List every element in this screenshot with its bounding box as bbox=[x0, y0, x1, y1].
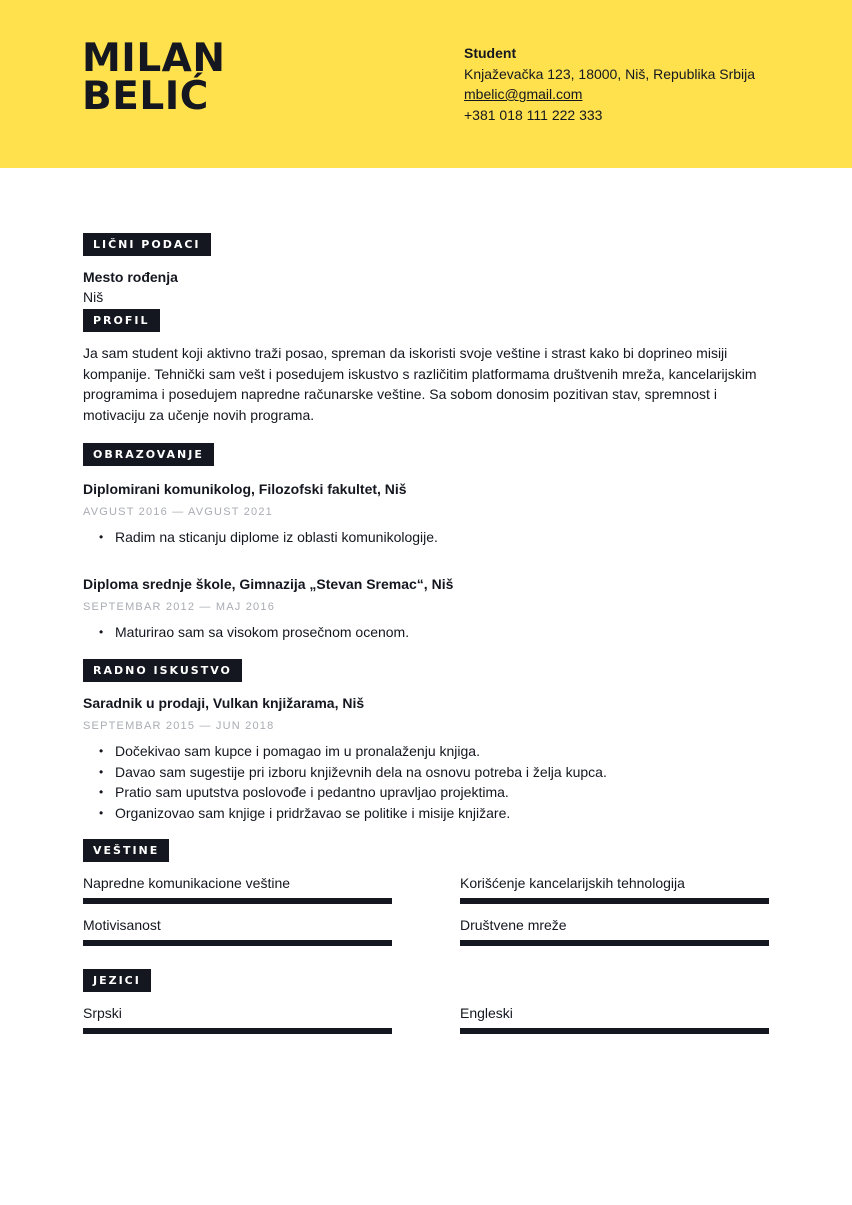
section-tag-languages: JEZICI bbox=[83, 969, 151, 992]
first-name: MILAN bbox=[82, 36, 226, 81]
section-tag-profile: PROFIL bbox=[83, 309, 160, 332]
experience-bullets bbox=[83, 741, 769, 824]
list-item: • Radim na sticanju diplome iz oblasti komunikologije. bbox=[83, 527, 769, 548]
education-heading: Diploma srednje škole, Gimnazija „Stevan Sremac“, Niš bbox=[83, 575, 454, 592]
birthplace-value: Niš bbox=[83, 289, 104, 305]
section-tag-education: OBRAZOVANJE bbox=[83, 443, 214, 466]
section-skills bbox=[83, 839, 769, 949]
skill-level-bar bbox=[83, 940, 392, 946]
skill-name: Korišćenje kancelarijskih tehnologija bbox=[460, 875, 685, 891]
education-bullets bbox=[83, 527, 769, 548]
list-item: • Pratio sam uputstva poslovođe i pedantno upravljao projektima. bbox=[83, 782, 769, 803]
section-education bbox=[83, 443, 769, 642]
education-bullets bbox=[83, 622, 769, 643]
skill-item bbox=[83, 916, 392, 946]
list-item: • Organizovao sam knjige i pridržavao se politike i misije knjižare. bbox=[83, 803, 769, 824]
section-tag-personal: LIČNI PODACI bbox=[83, 233, 211, 256]
language-item bbox=[460, 1004, 769, 1034]
list-item: • Davao sam sugestije pri izboru književnih dela na osnovu potreba i želja kupca. bbox=[83, 762, 769, 783]
full-name bbox=[82, 36, 226, 119]
phone: +381 018 111 222 333 bbox=[464, 106, 603, 123]
skill-item bbox=[460, 916, 769, 946]
skill-item bbox=[83, 874, 392, 904]
education-heading: Diplomirani komunikolog, Filozofski fakultet, Niš bbox=[83, 481, 407, 497]
skill-item bbox=[460, 874, 769, 904]
experience-dates: SEPTEMBAR 2015 — JUN 2018 bbox=[83, 720, 275, 732]
list-item: • Maturirao sam sa visokom prosečnom ocenom. bbox=[83, 622, 769, 643]
section-tag-experience: RADNO ISKUSTVO bbox=[83, 659, 242, 682]
address: Knjaževačka 123, 18000, Niš, Republika Srbija bbox=[464, 65, 756, 82]
section-profile bbox=[83, 309, 769, 425]
education-dates: SEPTEMBAR 2012 — MAJ 2016 bbox=[83, 600, 276, 613]
birthplace-label: Mesto rođenja bbox=[83, 269, 178, 285]
skill-name: Napredne komunikacione veštine bbox=[83, 875, 291, 891]
section-languages bbox=[83, 969, 769, 1039]
education-dates: AVGUST 2016 — AVGUST 2021 bbox=[83, 506, 273, 518]
experience-entry bbox=[83, 693, 769, 824]
section-personal bbox=[83, 233, 769, 307]
skill-level-bar bbox=[460, 898, 769, 904]
education-entry bbox=[83, 479, 769, 548]
list-item: • Dočekivao sam kupce i pomagao im u pronalaženju knjiga. bbox=[83, 741, 769, 762]
language-name: Srpski bbox=[83, 1005, 122, 1021]
section-experience bbox=[83, 659, 769, 824]
experience-heading: Saradnik u prodaji, Vulkan knjižarama, Niš bbox=[83, 695, 365, 711]
contact-block bbox=[464, 43, 755, 125]
profile-text: Ja sam student koji aktivno traži posao, spreman da iskoristi svoje veštine i strast kako bi doprineo misiji kompanije. Tehnički sam vešt i posedujem iskustvo s različitim platformama društvenih mreža, kancelarijskim programima i posedujem napredne računarske veštine. Sa sobom donosim pozitivan stav, spremnost i motivaciju za učenje novih programa. bbox=[83, 345, 757, 423]
last-name: BELIĆ bbox=[82, 74, 209, 119]
language-level-bar bbox=[460, 1028, 769, 1034]
email-link[interactable]: mbelic@gmail.com bbox=[464, 86, 583, 102]
language-name: Engleski bbox=[460, 1005, 513, 1021]
header-banner bbox=[0, 0, 852, 168]
role-title: Student bbox=[464, 45, 517, 61]
skill-level-bar bbox=[460, 940, 769, 946]
skill-name: Društvene mreže bbox=[460, 917, 567, 933]
education-entry bbox=[83, 574, 769, 643]
skill-name: Motivisanost bbox=[83, 917, 161, 933]
language-item bbox=[83, 1004, 392, 1034]
section-tag-skills: VEŠTINE bbox=[83, 839, 169, 862]
skill-level-bar bbox=[83, 898, 392, 904]
language-level-bar bbox=[83, 1028, 392, 1034]
